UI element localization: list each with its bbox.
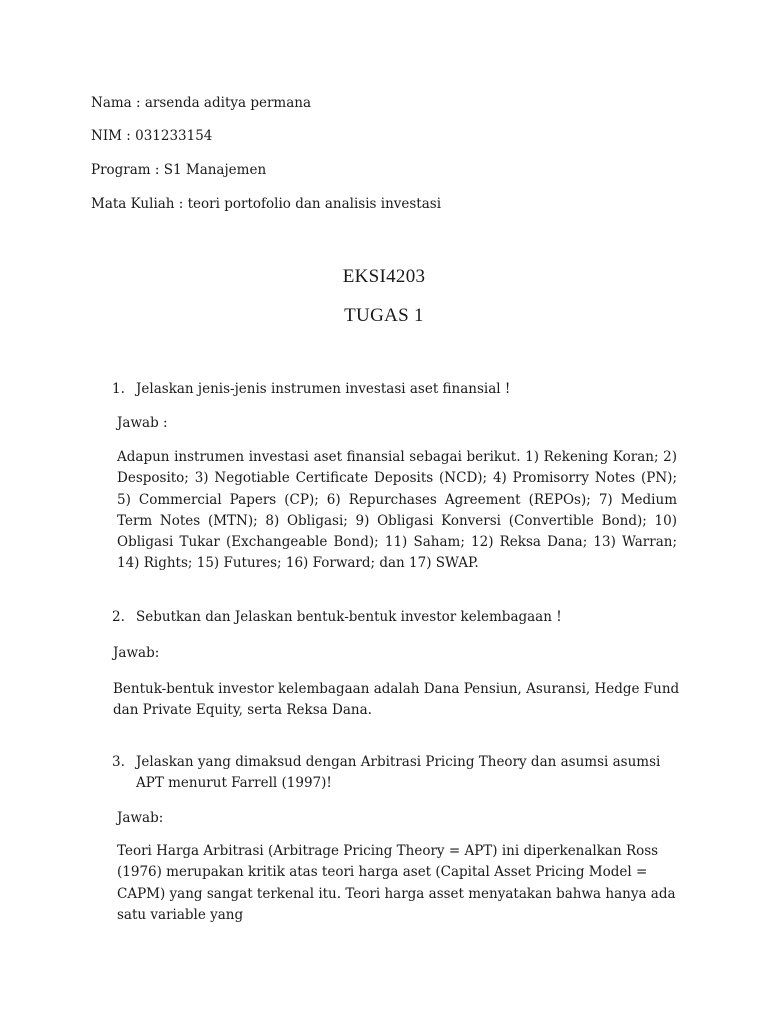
assignment-title: TUGAS 1 bbox=[344, 305, 424, 326]
course-name: Mata Kuliah : teori portofolio dan analisis investasi bbox=[91, 196, 442, 212]
question-number: 1. bbox=[112, 381, 125, 397]
student-program: Program : S1 Manajemen bbox=[91, 162, 267, 178]
question-number: 3. bbox=[112, 754, 125, 770]
course-code-title: EKSI4203 bbox=[342, 266, 426, 287]
question-2 bbox=[112, 607, 692, 628]
student-name: Nama : arsenda aditya permana bbox=[91, 95, 312, 111]
answer-text: Bentuk-bentuk investor kelembagaan adalah Dana Pensiun, Asuransi, Hedge Fund dan Private Equity, serta Reksa Dana. bbox=[113, 681, 680, 719]
question-text: Jelaskan yang dimaksud dengan Arbitrasi Pricing Theory dan asumsi asumsi APT menurut Farrell (1997)! bbox=[136, 754, 661, 791]
question-3 bbox=[112, 752, 692, 794]
answer-text: Adapun instrumen investasi aset finansial sebagai berikut. 1) Rekening Koran; 2) Desposito; 3) Negotiable Certificate Deposits (NCD); 4) Promisorry Notes (PN); 5) Commercial Papers (CP); 6) Repurchases Agreement (REPOs); 7) Medium Term Notes (MTN); 8) Obligasi; 9) Obligasi Konversi (Convertible Bond); 10) Obligasi Tukar (Exchangeable Bond); 11) Saham; 12) Reksa Dana; 13) Warran; 14) Rights; 15) Futures; 16) Forward; dan 17) SWAP. bbox=[117, 449, 677, 572]
answer-label: Jawab: bbox=[117, 810, 164, 826]
question-text: Sebutkan dan Jelaskan bentuk-bentuk investor kelembagaan ! bbox=[136, 609, 562, 625]
question-number: 2. bbox=[112, 609, 125, 625]
answer-label: Jawab: bbox=[113, 645, 160, 661]
question-1 bbox=[112, 379, 692, 400]
question-text: Jelaskan jenis-jenis instrumen investasi aset finansial ! bbox=[136, 381, 511, 397]
student-nim: NIM : 031233154 bbox=[91, 128, 213, 144]
answer-text: Teori Harga Arbitrasi (Arbitrage Pricing Theory = APT) ini diperkenalkan Ross (1976) merupakan kritik atas teori harga aset (Capital Asset Pricing Model = CAPM) yang sangat terkenal itu. Teori harga asset menyatakan bahwa hanya ada satu variable yang bbox=[117, 843, 676, 923]
answer-label: Jawab : bbox=[117, 415, 168, 431]
